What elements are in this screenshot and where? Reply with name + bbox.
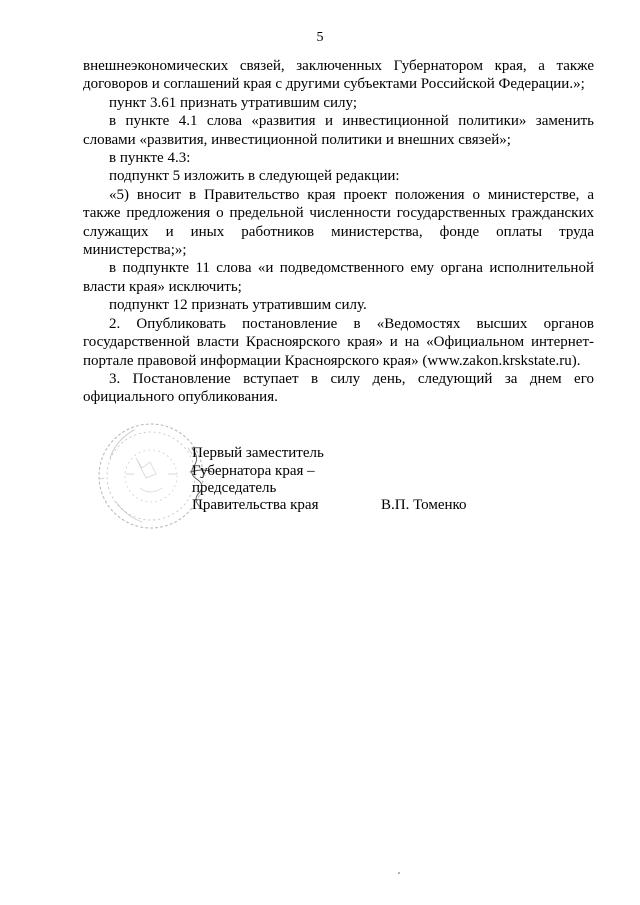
- paragraph-1: внешнеэкономических связей, заключенных Губернатором края, а также договоров и соглашений края с другими субъектами Российской Федерации.»;: [83, 58, 594, 93]
- paragraph-6: «5) вносит в Правительство края проект положения о министерстве, а также предложения о предельной численности государственных гражданских служащих и иных работников министерства, фонде оплаты труда министерства;»;: [83, 186, 594, 259]
- paragraph-8: подпункт 12 признать утратившим силу.: [109, 297, 367, 314]
- signatory-title-line-4: Правительства края: [192, 497, 319, 513]
- paragraph-7: в подпункте 11 слова «и подведомственного ему органа исполнительной власти края» исключить;: [83, 260, 594, 295]
- paragraph-4: в пункте 4.3:: [109, 150, 191, 167]
- page-number: 5: [316, 30, 324, 45]
- scan-speck: [398, 872, 400, 874]
- paragraph-3: в пункте 4.1 слова «развития и инвестиционной политики» заменить словами «развития, инвестиционной политики и внешних связей»;: [83, 113, 594, 148]
- paragraph-10: 3. Постановление вступает в силу день, следующий за днем его официального опубликования.: [83, 370, 594, 406]
- paragraph-5: подпункт 5 изложить в следующей редакции:: [109, 168, 400, 185]
- signatory-title-line-3: председатель: [192, 480, 277, 496]
- signatory-title-line-2: Губернатора края –: [192, 463, 315, 479]
- paragraph-2: пункт 3.61 признать утратившим силу;: [109, 94, 358, 111]
- signatory-name: В.П. Томенко: [381, 497, 467, 513]
- paragraph-9: 2. Опубликовать постановление в «Ведомостях высших органов государственной власти Красноярского края» и на «Официальном интернет-портале правовой информации Красноярского края» (www.zakon.krskstate.ru).: [83, 315, 594, 369]
- signatory-title-line-1: Первый заместитель: [192, 445, 324, 461]
